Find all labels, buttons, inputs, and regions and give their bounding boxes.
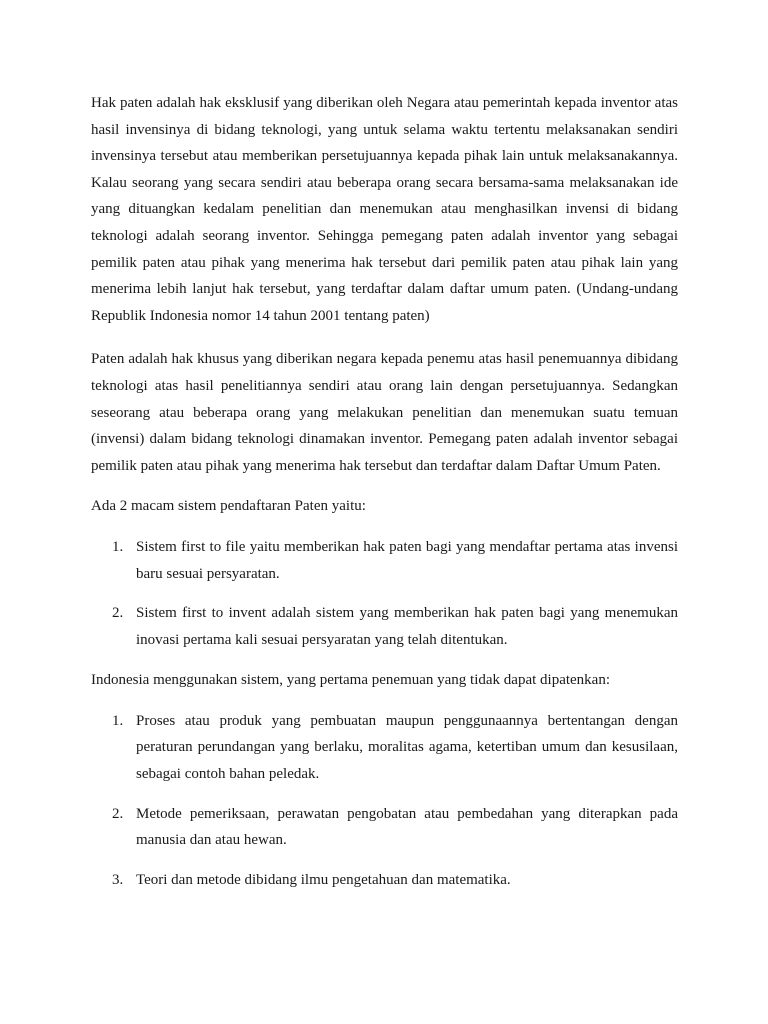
list-item xyxy=(91,600,678,653)
non-patentable-list xyxy=(91,708,678,894)
list-item xyxy=(91,534,678,587)
list-item-text: Proses atau produk yang pembuatan maupun penggunaannya bertentangan dengan peraturan perundangan yang berlaku, moralitas agama, ketertiban umum dan kesusilaan, sebagai contoh bahan peledak. xyxy=(136,712,678,783)
list-item-number: 2. xyxy=(112,805,124,822)
list-item xyxy=(91,801,678,854)
list-item-text: Metode pemeriksaan, perawatan pengobatan atau pembedahan yang diterapkan pada manusia dan atau hewan. xyxy=(136,805,678,849)
list-item-number: 2. xyxy=(112,605,124,622)
list-item-number: 1. xyxy=(112,538,124,555)
paragraph-sistem-pendaftaran: Ada 2 macam sistem pendaftaran Paten yaitu: xyxy=(91,498,366,515)
paragraph-indonesia-sistem: Indonesia menggunakan sistem, yang pertama penemuan yang tidak dapat dipatenkan: xyxy=(91,672,611,689)
paragraph-paten-definition: Paten adalah hak khusus yang diberikan negara kepada penemu atas hasil penemuannya dibidang teknologi atas hasil penelitiannya sendiri atau orang lain dengan persetujuannya. Sedangkan seseorang atau beberapa orang yang melakukan penelitian dan menemukan suatu temuan (invensi) dalam bidang teknologi dinamakan inventor. Pemegang paten adalah inventor sebagai pemilik paten atau pihak yang menerima hak tersebut dan terdaftar dalam Daftar Umum Paten. xyxy=(91,351,678,474)
registration-systems-list xyxy=(91,534,678,653)
list-item-number: 3. xyxy=(112,871,124,888)
list-item-text: Sistem first to invent adalah sistem yang memberikan hak paten bagi yang menemukan inovasi pertama kali sesuai persyaratan yang telah ditentukan. xyxy=(136,605,678,648)
list-item-number: 1. xyxy=(112,712,124,729)
list-item-text: Sistem first to file yaitu memberikan hak paten bagi yang mendaftar pertama atas invensi baru sesuai persyaratan. xyxy=(136,538,678,582)
list-item xyxy=(91,867,678,894)
paragraph-hak-paten: Hak paten adalah hak eksklusif yang diberikan oleh Negara atau pemerintah kepada inventor atas hasil invensinya di bidang teknologi, yang untuk selama waktu tertentu melaksanakan sendiri invensinya tersebut atau memberikan persetujuannya kepada pihak lain untuk melaksanakannya. Kalau seorang yang secara sendiri atau beberapa orang secara bersama-sama melaksanakan ide yang dituangkan kedalam penelitian dan menemukan atau menghasilkan invensi di bidang teknologi adalah seorang inventor. Sehingga pemegang paten adalah inventor yang sebagai pemilik paten atau pihak yang menerima hak tersebut dari pemilik paten atau pihak lain yang menerima lebih lanjut hak tersebut, yang terdaftar dalam daftar umum paten. (Undang-undang Republik Indonesia nomor 14 tahun 2001 tentang paten) xyxy=(91,95,678,324)
list-item xyxy=(91,708,678,788)
list-item-text: Teori dan metode dibidang ilmu pengetahuan dan matematika. xyxy=(136,871,511,888)
